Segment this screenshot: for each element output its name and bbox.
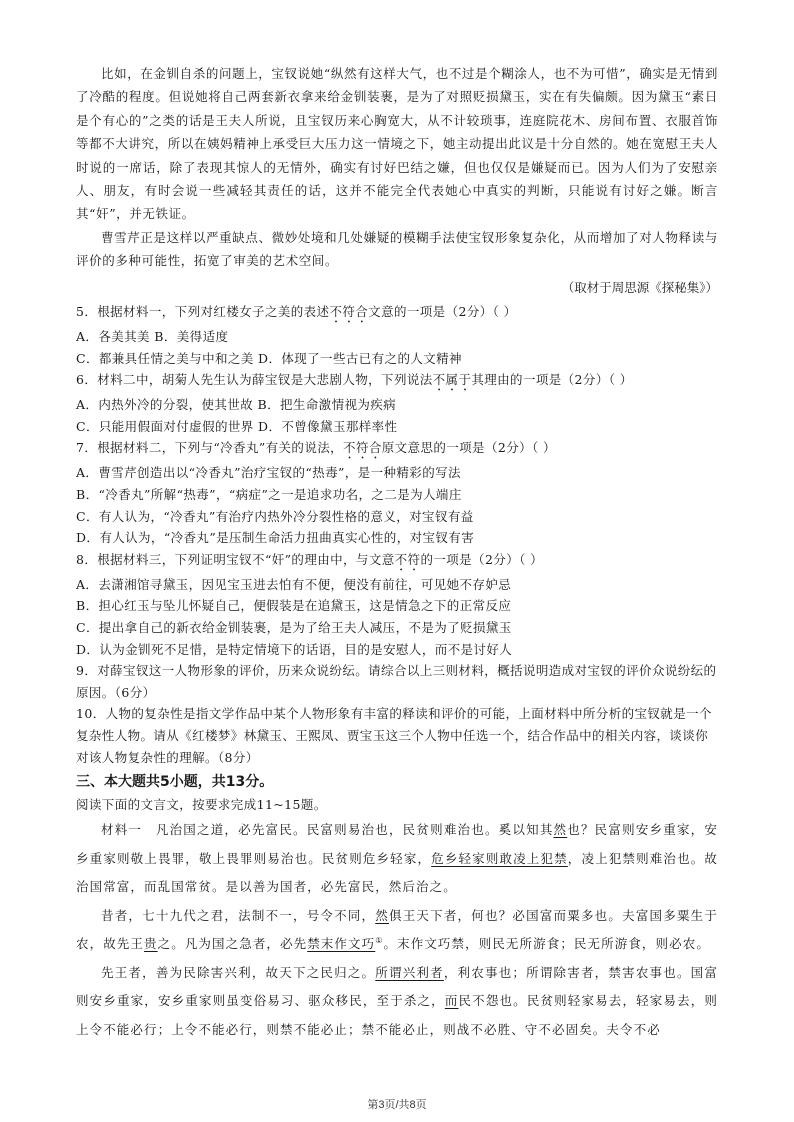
option-b: B．“冷香丸”所解“热毒”，“病症”之一是追求功名，之二是为人端庄 [76, 487, 462, 503]
emphasis-text: 不符 [394, 551, 421, 567]
underlined-text: 所谓兴利者 [375, 964, 444, 980]
question-8: 8．根据材料三，下列证明宝钗不“奸”的理由中，与文意不符的一项是（2分）（ ） [76, 551, 544, 567]
option-c: C．有人认为，“冷香丸”有治疗内热外冷分裂性格的意义，对宝钗有益 [76, 508, 474, 524]
classical-paragraph-1: 材料一 凡治国之道，必先富民。民富则易治也，民贫则难治也。奚以知其然也？民富则安乡重家，安乡重家则敬上畏罪，敬上畏罪则易治也。民贫则危乡轻家，危乡轻家则敢凌上犯禁，凌上犯禁则难治也。故治国常富，而乱国常贫。是以善为国者，必先富民，然后治之。 [76, 822, 718, 895]
option-a: A．曹雪芹创造出以“冷香丸”治疗宝钗的“热毒”，是一种精彩的写法 [76, 465, 461, 481]
emphasis-text: 不符合 [329, 304, 369, 320]
option-line: A．各美其美 B．美得适度 [76, 329, 229, 345]
option-line: C．都兼具任情之美与中和之美 D．体现了一些古已有之的人文精神 [76, 350, 462, 366]
page-content [76, 62, 718, 1044]
underlined-text: 贵 [144, 936, 158, 952]
underlined-text: 然 [375, 907, 389, 923]
question-9: 9．对薛宝钗这一人物形象的评价，历来众说纷纭。请综合以上三则材料，概括说明造成对宝钗的评价众说纷纭的原因。（6分） [76, 663, 717, 700]
page-number: 第3页/共8页 [367, 1099, 427, 1111]
underlined-text: 禁末作文巧 [307, 936, 376, 952]
option-line: A．内热外冷的分裂，使其世故 B．把生命激情视为疾病 [76, 397, 397, 413]
question-10: 10．人物的复杂性是指文学作品中某个人物形象有丰富的释读和评价的可能，上面材料中所分析的宝钗就是一个复杂性人物。请从《红楼梦》林黛玉、王熙凤、贾宝玉这三个人物中任选一个，结合作品中的相关内容，谈谈你对该人物复杂性的理解。（8分） [76, 706, 712, 765]
classical-paragraph-3: 先王者，善为民除害兴利，故天下之民归之。所谓兴利者，利农事也；所谓除害者，禁害农事也。国富则安乡重家，安乡重家则虽变俗易习、驱众移民，至于杀之，而民不怨也。民贫则轻家易去，轻家易去，则上令不能必行；上令不能必行，则禁不能必止；禁不能必止，则战不必胜、守不必固矣。夫令不必 [76, 964, 719, 1037]
option-d: D．认为金钏死不足惜，是特定情境下的话语，目的是安慰人，而不是讨好人 [76, 641, 513, 657]
emphasis-text: 不属于 [432, 372, 472, 388]
underlined-text: 危乡轻家则敢凌上犯禁 [431, 850, 568, 866]
section-heading: 三、本大题共5小题，共13分。 [76, 774, 274, 791]
material-paragraph: 曹雪芹正是这样以严重缺点、微妙处境和几处嫌疑的模糊手法使宝钗形象复杂化，从而增加了对人物释读与评价的多种可能性，拓宽了审美的艺术空间。 [76, 229, 718, 269]
classical-paragraph-2: 昔者，七十九代之君，法制不一，号令不同，然俱王天下者，何也？必国富而粟多也。夫富国多粟生于农，故先王贵之。凡为国之急者，必先禁末作文巧①。末作文巧禁，则民无所游食；民无所游食，则必农。 [76, 907, 718, 952]
option-line: C．只能用假面对付虚假的世界 D．不曾像黛玉那样率性 [76, 418, 398, 434]
source-citation: （取材于周思源《探秘集》） [561, 279, 718, 295]
emphasis-text: 不符合 [343, 440, 382, 456]
section-instructions: 阅读下面的文言文，按要求完成11~15题。 [76, 797, 327, 813]
option-a: A．去潇湘馆寻黛玉，因见宝玉进去怕有不便，便没有前往，可见她不存妒忌 [76, 576, 512, 592]
underlined-text: 然 [553, 822, 568, 838]
material-paragraph: 比如，在金钏自杀的问题上，宝钗说她“纵然有这样大气，也不过是个糊涂人，也不为可惜”，确实是无情到了冷酷的程度。但说她将自己两套新衣拿来给金钏装裹，是为了对照贬损黛玉，实在有失偏颇。因为黛玉“素日是个有心的”之类的话是王夫人所说，且宝钗历来心胸宽大，从不计较琐事，连庭院花木、房间布置、衣服首饰等都不大讲究，所以在姨妈精神上承受巨大压力这一情境之下，她主动提出此议是十分自然的。她在宽慰王夫人时说的一席话，除了表现其惊人的无情外，确实有讨好巴结之嫌，但也仅仅是嫌疑而已。因为人们为了安慰亲人、朋友，有时会说一些减轻其责任的话，这并不能完全代表她心中真实的判断，只能说有讨好之嫌。断言其“奸”，并无铁证。 [76, 66, 718, 222]
option-b: B．担心红玉与坠儿怀疑自己，便假装是在追黛玉，这是情急之下的正常反应 [76, 598, 512, 614]
question-7: 7．根据材料二，下列与“冷香丸”有关的说法，不符合原文意思的一项是（2分）（ ） [76, 440, 556, 456]
question-5: 5．根据材料一，下列对红楼女子之美的表述不符合文意的一项是（2分）（ ） [76, 304, 517, 320]
option-c: C．提出拿自己的新衣给金钏装裹，是为了给王夫人减压，不是为了贬损黛玉 [76, 620, 512, 635]
option-d: D．有人认为，“冷香丸”是压制生命活力扭曲真实心性的，对宝钗有害 [76, 530, 475, 546]
underlined-text: 而 [444, 993, 459, 1009]
footnote-marker: ① [375, 936, 384, 945]
question-6: 6．材料二中，胡菊人先生认为薛宝钗是大悲剧人物，下列说法不属于其理由的一项是（2分）（ ） [76, 372, 633, 388]
